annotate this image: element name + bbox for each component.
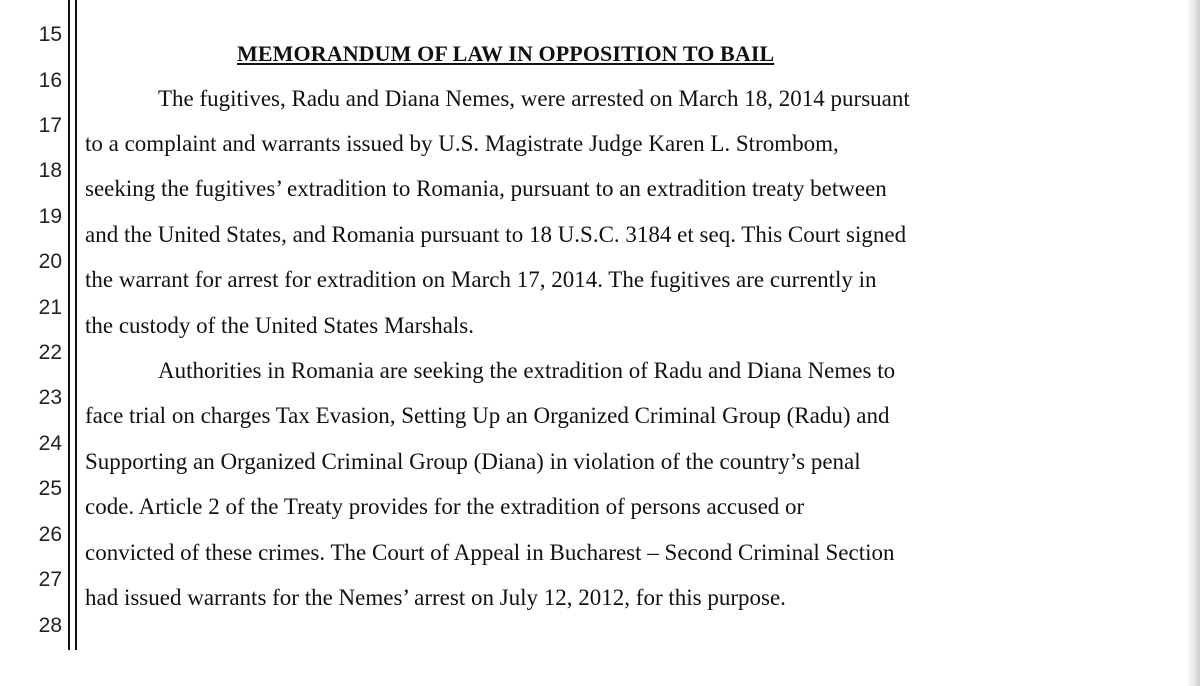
margin-rule-right	[75, 0, 77, 650]
paragraph-2-line-6: had issued warrants for the Nemes’ arrest on July 12, 2012, for this purpose.	[85, 585, 786, 610]
line-number: 24	[38, 432, 62, 455]
line-number: 15	[38, 23, 62, 46]
paragraph-2-line-5: convicted of these crimes. The Court of Appeal in Bucharest – Second Criminal Section	[85, 540, 895, 565]
paragraph-1-line-3: seeking the fugitives’ extradition to Romania, pursuant to an extradition treaty between	[85, 176, 887, 201]
paragraph-2-line-4: code. Article 2 of the Treaty provides for the extradition of persons accused or	[85, 494, 805, 519]
line-number: 25	[38, 477, 62, 500]
line-number: 19	[38, 205, 62, 228]
paragraph-1-line-1: The fugitives, Radu and Diana Nemes, were arrested on March 18, 2014 pursuant	[158, 86, 910, 111]
line-number: 27	[38, 568, 62, 591]
line-number: 28	[38, 614, 62, 637]
paragraph-2-line-1: Authorities in Romania are seeking the extradition of Radu and Diana Nemes to	[158, 358, 896, 383]
document-title: MEMORANDUM OF LAW IN OPPOSITION TO BAIL	[237, 41, 775, 66]
line-number: 17	[38, 114, 62, 137]
page-edge-shadow	[1186, 0, 1200, 686]
line-number: 26	[38, 523, 62, 546]
paragraph-1-line-6: the custody of the United States Marshals.	[85, 313, 475, 338]
line-number: 20	[38, 250, 62, 273]
line-number: 16	[38, 69, 62, 92]
margin-rule-left	[68, 0, 70, 650]
line-number: 23	[38, 386, 62, 409]
paragraph-1-line-5: the warrant for arrest for extradition on March 17, 2014. The fugitives are currently in	[85, 267, 877, 292]
line-number: 21	[38, 296, 62, 319]
paragraph-2-line-3: Supporting an Organized Criminal Group (Diana) in violation of the country’s penal	[85, 449, 861, 474]
line-number: 22	[38, 341, 62, 364]
paragraph-1-line-4: and the United States, and Romania pursuant to 18 U.S.C. 3184 et seq. This Court signed	[85, 222, 907, 247]
paragraph-1-line-2: to a complaint and warrants issued by U.S. Magistrate Judge Karen L. Strombom,	[85, 131, 839, 156]
line-number: 18	[38, 159, 62, 182]
paragraph-2-line-2: face trial on charges Tax Evasion, Setting Up an Organized Criminal Group (Radu) and	[85, 403, 890, 428]
